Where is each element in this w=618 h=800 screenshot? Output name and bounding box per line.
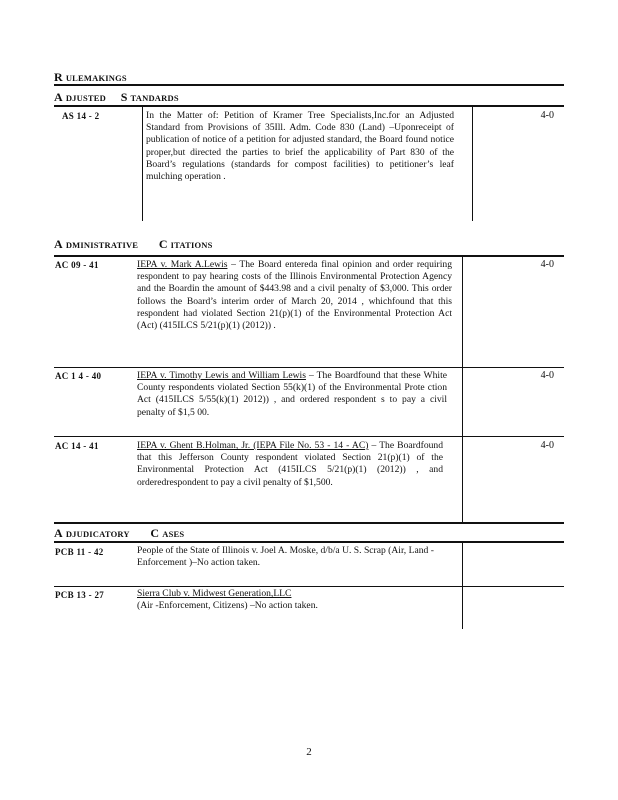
heading-rulemakings: R ULEMAKINGS (54, 70, 127, 84)
vote-count: 4-0 (540, 370, 554, 381)
case-summary: Sierra Club v. Midwest Generation,LLC (Air -Enforcement, Citizens) –No action taken. (137, 588, 318, 612)
case-title: IEPA v. Mark A.Lewis (137, 259, 228, 270)
divider (54, 436, 564, 437)
docket-number: AC 14 - 41 (55, 441, 99, 451)
vote-count: 4-0 (540, 440, 554, 451)
docket-number: AS 14 - 2 (62, 111, 100, 121)
docket-number: PCB 11 - 42 (55, 547, 104, 557)
divider (54, 255, 564, 257)
column-divider (462, 257, 463, 367)
case-summary: IEPA v. Mark A.Lewis – The Board entereda final opinion and order requiring respondent to pay hearing costs of the Illinois Environmental Protection Agency and the Boardin the amount of $443.98 and a civil penalty of $3,000. This order follows the Board’s interim order of March 20, 2014 , whichfound that this respondent had violated Section 21(p)(1) of the Environmental Protection Act (Act) (415ILCS 5/21(p)(1) (2012)) . (137, 259, 452, 332)
page-number: 2 (306, 746, 312, 758)
column-divider (462, 368, 463, 436)
vote-count: 4-0 (540, 110, 554, 121)
case-summary: IEPA v. Timothy Lewis and William Lewis – The Boardfound that these White County respondents violated Section 55(k)(1) of the Environmental Prote ction Act (415ILCS 5/55(k)(1) 2012)) , and ordered respondent s to pay a civil penalty of $1,5 00. (137, 370, 447, 418)
case-summary: People of the State of Illinois v. Joel A. Moske, d/b/a U. S. Scrap (Air, Land -Enforcement )–No action taken. (137, 545, 434, 569)
case-title: IEPA v. Ghent B.Holman, Jr. (IEPA File No. 53 - 14 - AC) (137, 440, 369, 451)
case-title: IEPA v. Timothy Lewis and William Lewis (137, 370, 306, 381)
column-divider (462, 437, 463, 522)
case-summary: In the Matter of: Petition of Kramer Tree Specialists,Inc.for an Adjusted Standard from Provisions of 35Ill. Adm. Code 830 (Land) –Uponreceipt of publication of notice of a petition for adjusted standard, the Board found notice proper,but directed the parties to brief the applicability of Part 830 of the Board’s regulations (standards for compost facilities) to petitioner’s leaf mulching operation . (146, 110, 454, 183)
divider (54, 522, 564, 524)
column-divider (462, 587, 463, 629)
heading-administrative-citations: A DMINISTRATIVE C ITATIONS (54, 237, 213, 251)
column-divider (472, 107, 473, 221)
column-divider (142, 107, 143, 221)
docket-number: AC 09 - 41 (55, 260, 99, 270)
case-summary: IEPA v. Ghent B.Holman, Jr. (IEPA File No. 53 - 14 - AC) – The Boardfound that this Jefferson County respondent violated Section 21(p)(1) of the Environmental Protection Act (415ILCS 5/21(p)(1) (2012)) , and orderedrespondent to pay a civil penalty of $1,500. (137, 440, 444, 488)
heading-adjudicatory-cases: A DJUDICATORY C ASES (54, 526, 185, 540)
column-divider (462, 543, 463, 586)
divider (54, 367, 564, 368)
divider (54, 105, 564, 107)
heading-adjusted-standards: A DJUSTED S TANDARDS (54, 90, 179, 104)
vote-count: 4-0 (540, 259, 554, 270)
divider (54, 586, 564, 587)
docket-number: AC 1 4 - 40 (55, 371, 102, 381)
divider (54, 84, 564, 86)
docket-number: PCB 13 - 27 (55, 590, 105, 600)
case-title: Sierra Club v. Midwest Generation,LLC (137, 588, 292, 599)
divider (54, 541, 564, 543)
